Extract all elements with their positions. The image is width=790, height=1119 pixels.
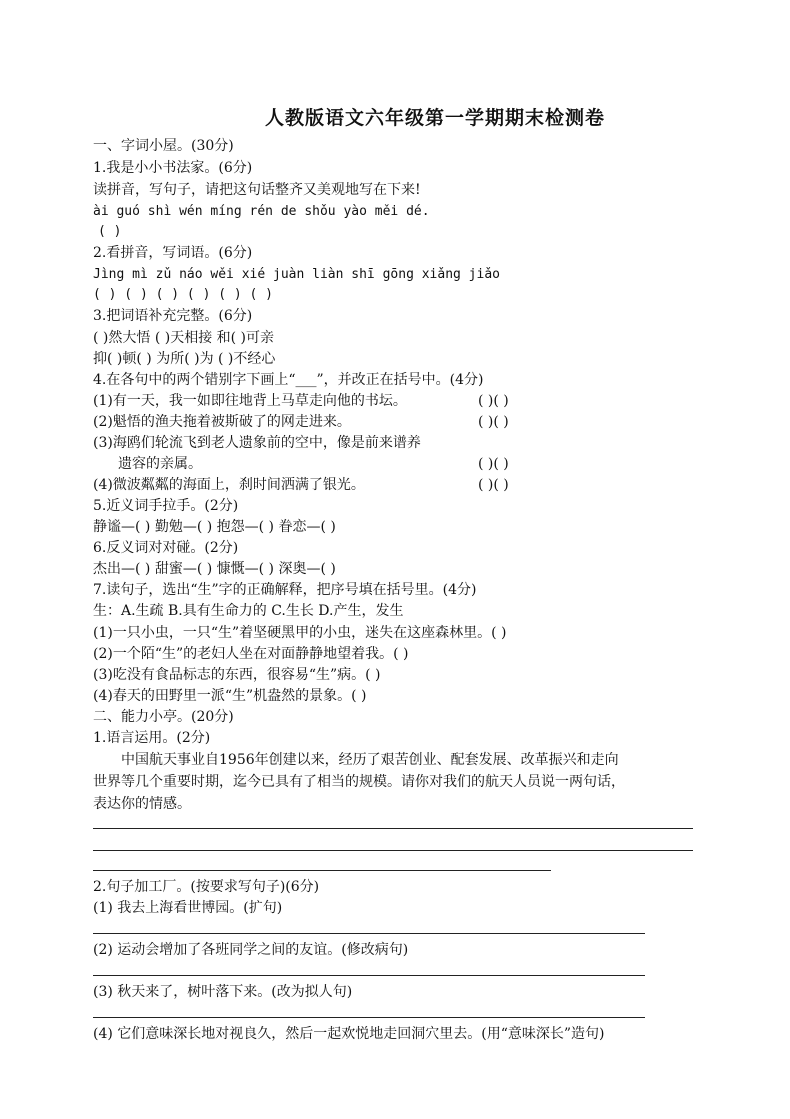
q6-heading: 6.反义词对对碰。(2分) (93, 540, 239, 556)
q5-row: 静谧—( ) 勤勉—( ) 抱怨—( ) 眷恋—( ) (93, 519, 336, 535)
q4-slots-3: ( )( ) (478, 456, 509, 472)
answer-line (93, 828, 693, 829)
q1-instruction: 读拼音，写句子，请把这句话整齐又美观地写在下来! (93, 182, 421, 198)
s2-q2-heading: 2.句子加工厂。(按要求写句子)(6分) (93, 879, 320, 895)
q4-sentence-3-cont: 遗容的亲属。 (118, 456, 202, 472)
s2-q2-item-1: (1) 我去上海看世博园。(扩句) (93, 900, 283, 916)
s2-q1-heading: 1.语言运用。(2分) (93, 730, 211, 746)
q4-sentence-1: (1)有一天，我一如即往地背上马草走向他的书坛。 (93, 393, 407, 409)
q1-pinyin: ài guó shì wén míng rén de shǒu yào měi dé. (93, 204, 430, 219)
q4-slots-1: ( )( ) (478, 393, 509, 409)
section-2-heading: 二、能力小亭。(20分) (93, 709, 234, 725)
q7-item-2: (2)一个陌“生”的老妇人坐在对面静静地望着我。( ) (93, 646, 409, 662)
section-1-heading: 一、字词小屋。(30分) (93, 138, 234, 154)
q4-slots-2: ( )( ) (478, 414, 509, 430)
answer-line (93, 850, 693, 851)
s2-q2-item-4: (4) 它们意味深长地对视良久，然后一起欢悦地走回洞穴里去。(用“意味深长”造句) (93, 1026, 605, 1042)
answer-line (93, 1017, 645, 1018)
q1-heading: 1.我是小小书法家。(6分) (93, 160, 253, 176)
q2-heading: 2.看拼音，写词语。(6分) (93, 245, 253, 261)
q4-sentence-2: (2)魁悟的渔夫拖着被斯破了的网走进来。 (93, 414, 351, 430)
q5-heading: 5.近义词手拉手。(2分) (93, 498, 239, 514)
s2-q2-item-2: (2) 运动会增加了各班同学之间的友谊。(修改病句) (93, 942, 409, 958)
s2-q1-para-1: 中国航天事业自1956年创建以来，经历了艰苦创业、配套发展、改革振兴和走向 (121, 752, 619, 768)
answer-line (93, 933, 645, 934)
q7-definitions: 生：A.生疏 B.具有生命力的 C.生长 D.产生，发生 (93, 603, 404, 619)
q4-sentence-4: (4)微波粼粼的海面上，刹时间洒满了银光。 (93, 477, 365, 493)
s2-q1-para-2: 世界等几个重要时期，迄今已具有了相当的规模。请你对我们的航天人员说一两句话， (93, 774, 625, 790)
q6-row: 杰出—( ) 甜蜜—( ) 慷慨—( ) 深奥—( ) (93, 561, 336, 577)
q2-pinyin: Jìng mì zǔ náo wěi xié juàn liàn shī gōng xiǎng jiǎo (93, 267, 500, 282)
q4-slots-4: ( )( ) (478, 477, 509, 493)
q4-heading: 4.在各句中的两个错别字下画上“___”，并改正在括号中。(4分) (93, 372, 484, 388)
q7-heading: 7.读句子，选出“生”字的正确解释，把序号填在括号里。(4分) (93, 582, 477, 598)
q3-row-2: 抑( )顿( ) 为所( )为 ( )不经心 (93, 351, 276, 367)
q7-item-3: (3)吃没有食品标志的东西，很容易“生”病。( ) (93, 667, 381, 683)
q3-row-1: ( )然大悟 ( )天相接 和( )可亲 (93, 330, 275, 346)
s2-q1-para-3: 表达你的情感。 (93, 796, 191, 812)
q7-item-1: (1)一只小虫，一只“生”着坚硬黑甲的小虫，迷失在这座森林里。( ) (93, 625, 507, 641)
q4-sentence-3: (3)海鸥们轮流飞到老人遗象前的空中，像是前来谱养 (93, 435, 421, 451)
q1-answer-blank: ( ) (98, 224, 122, 239)
q7-item-4: (4)春天的田野里一派“生”机盎然的景象。( ) (93, 688, 367, 704)
page-title: 人教版语文六年级第一学期期末检测卷 (265, 107, 606, 129)
q3-heading: 3.把词语补充完整。(6分) (93, 308, 253, 324)
answer-line (93, 870, 551, 871)
q2-blanks: ( ) ( ) ( ) ( ) ( ) ( ) (93, 287, 274, 302)
answer-line (93, 975, 645, 976)
s2-q2-item-3: (3) 秋天来了，树叶落下来。(改为拟人句) (93, 984, 353, 1000)
